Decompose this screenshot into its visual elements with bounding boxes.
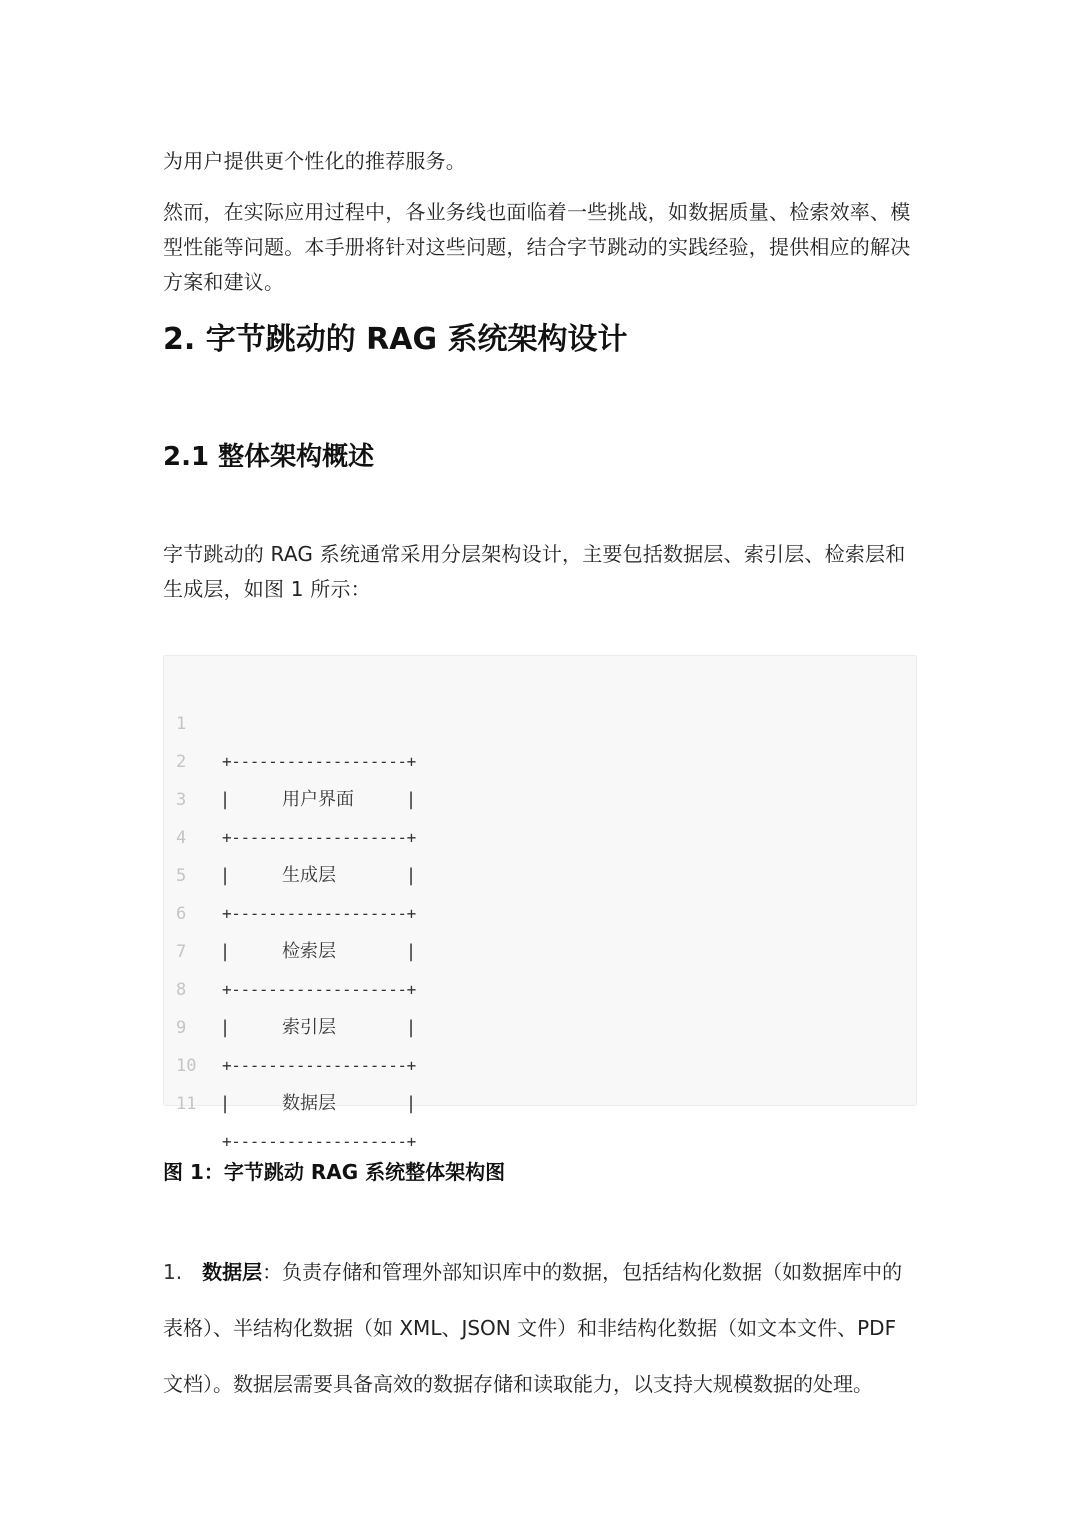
box-bar-right: | [408, 865, 415, 886]
box-bar-left: | [222, 789, 229, 810]
box-label: 数据层 [282, 1093, 336, 1114]
figure-caption: 图 1：字节跳动 RAG 系统整体架构图 [163, 1160, 506, 1184]
box-label: 生成层 [282, 865, 336, 886]
box-label: 索引层 [282, 1017, 336, 1038]
box-border: +-------------------+ [222, 904, 416, 923]
line-number: 5 [176, 866, 187, 886]
line-number: 8 [176, 980, 187, 1000]
box-bar-left: | [222, 941, 229, 962]
list-description: ：负责存储和管理外部知识库中的数据，包括结构化数据（如数据库中的表格）、半结构化数据（如 XML、JSON 文件）和非结构化数据（如文本文件、PDF 文档）。数据层需要具备高效的数据存储和读取能力，以支持大规模数据的处理。 [163, 1260, 903, 1396]
line-number: 2 [176, 752, 187, 772]
document-page [163, 0, 918, 1527]
box-bar-right: | [408, 789, 415, 810]
box-border: +-------------------+ [222, 1056, 416, 1075]
box-row-data-layer [222, 1085, 415, 1123]
code-line [164, 667, 916, 771]
box-bar-right: | [408, 1093, 415, 1114]
box-bar-left: | [222, 1017, 229, 1038]
list-number: 1. [163, 1260, 183, 1284]
box-border: +-------------------+ [222, 828, 416, 847]
paragraph-intro-tail: 为用户提供更个性化的推荐服务。 [163, 149, 466, 173]
code-line [164, 705, 916, 810]
box-bar-left: | [222, 1093, 229, 1114]
box-border: +-------------------+ [222, 980, 416, 999]
box-label: 检索层 [282, 941, 336, 962]
paragraph-layered-architecture: 字节跳动的 RAG 系统通常采用分层架构设计，主要包括数据层、索引层、检索层和生成层，如图 1 所示： [163, 542, 906, 601]
line-number: 11 [176, 1094, 197, 1114]
heading-section-2: 2. 字节跳动的 RAG 系统架构设计 [163, 322, 628, 357]
code-line [164, 781, 916, 886]
line-number: 3 [176, 790, 187, 810]
architecture-code-block [163, 655, 917, 1151]
list-term: 数据层 [202, 1260, 263, 1284]
line-number: 4 [176, 828, 187, 848]
code-line [164, 933, 916, 1038]
box-bar-right: | [408, 1017, 415, 1038]
line-number: 9 [176, 1018, 187, 1038]
box-bar-right: | [408, 941, 415, 962]
line-number: 7 [176, 942, 187, 962]
heading-section-2-1: 2.1 整体架构概述 [163, 442, 375, 472]
line-number: 10 [176, 1056, 197, 1076]
paragraph-challenges: 然而，在实际应用过程中，各业务线也面临着一些挑战，如数据质量、检索效率、模型性能等问题。本手册将针对这些问题，结合字节跳动的实践经验，提供相应的解决方案和建议。 [163, 200, 911, 294]
line-number: 6 [176, 904, 187, 924]
box-border: +-------------------+ [222, 1132, 416, 1151]
box-bar-left: | [222, 865, 229, 886]
code-line [164, 857, 916, 962]
line-number: 1 [176, 714, 187, 734]
list-item-data-layer [163, 1244, 918, 1412]
box-border: +-------------------+ [222, 752, 416, 771]
box-label: 用户界面 [282, 789, 354, 810]
